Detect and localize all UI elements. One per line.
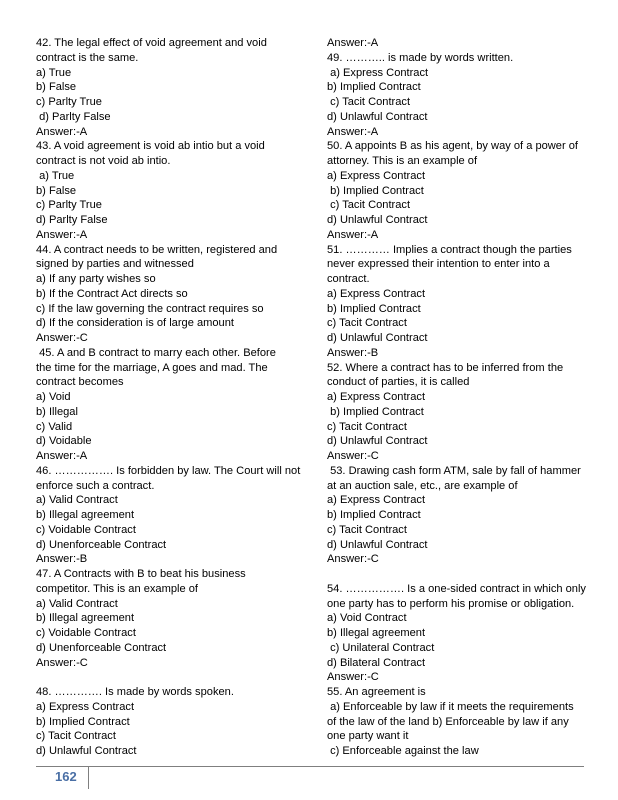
text-line: contract. <box>327 273 370 285</box>
text-line: b) Illegal agreement <box>36 612 135 625</box>
text-line: c) Voidable Contract <box>36 523 136 536</box>
text-line: d) Bilateral Contract <box>327 656 426 669</box>
text-line: a) True <box>36 169 75 182</box>
text-line: Answer:-C <box>327 450 379 462</box>
text-line: b) Implied Contract <box>36 715 130 728</box>
text-line: 42. The legal effect of void agreement and void <box>36 37 267 49</box>
text-line: c) If the law governing the contract requires so <box>36 302 264 315</box>
text-line: 49. ……….. is made by words written. <box>327 51 514 64</box>
text-line: a) Void <box>36 391 71 403</box>
text-line: Answer:-C <box>36 656 88 669</box>
text-line: c) Parlty True <box>36 96 102 108</box>
text-line: one party want it <box>327 730 409 743</box>
text-line: d) Parlty False <box>36 110 111 123</box>
text-line: of the law of the land b) Enforceable by law if any <box>327 715 569 728</box>
text-line: Answer:-A <box>327 37 379 49</box>
text-line: a) Express Contract <box>327 391 426 403</box>
text-line: b) Implied Contract <box>327 405 424 418</box>
text-line: one party has to perform his promise or obligation. <box>327 597 575 610</box>
text-line: d) Unlawful Contract <box>36 745 137 757</box>
text-line: c) Voidable Contract <box>36 627 136 639</box>
text-line: b) Implied Contract <box>327 184 424 197</box>
text-line: a) If any party wishes so <box>36 273 156 285</box>
text-line: attorney. This is an example of <box>327 155 478 167</box>
text-line: contract is not void ab intio. <box>36 155 171 167</box>
page-number-separator <box>88 767 89 789</box>
text-line: c) Tacit Contract <box>327 317 407 330</box>
text-line <box>327 567 589 582</box>
text-line: d) Unlawful Contract <box>327 435 428 448</box>
text-line: Answer:-B <box>327 346 379 359</box>
text-line: 44. A contract needs to be written, registered and <box>36 243 278 256</box>
text-line: a) Void Contract <box>327 612 407 625</box>
text-line: the time for the marriage, A goes and mad. The <box>36 361 268 374</box>
text-line: Answer:-A <box>327 228 379 241</box>
text-line: d) If the consideration is of large amount <box>36 317 234 330</box>
text-line: d) Voidable <box>36 435 92 448</box>
text-line: 46. ……………. Is forbidden by law. The Court will not <box>36 464 301 477</box>
text-line: b) False <box>36 184 77 197</box>
text-line: a) Express Contract <box>327 287 426 300</box>
text-line: c) Tacit Contract <box>36 730 116 743</box>
text-line: enforce such a contract. <box>36 479 155 492</box>
text-line: 55. An agreement is <box>327 686 426 698</box>
text-line: at an auction sale, etc., are example of <box>327 479 518 492</box>
text-line: b) Implied Contract <box>327 81 421 94</box>
text-line: c) Valid <box>36 420 73 433</box>
text-line: b) Illegal <box>36 405 78 418</box>
text-line <box>36 670 304 685</box>
text-line: Answer:-C <box>327 553 379 566</box>
text-line: c) Tacit Contract <box>327 96 411 108</box>
text-line: signed by parties and witnessed <box>36 258 194 271</box>
text-line: Answer:-A <box>36 450 88 462</box>
text-line: 50. A appoints B as his agent, by way of a power of <box>327 140 579 153</box>
text-line: d) Parlty False <box>36 214 108 226</box>
text-line: a) Valid Contract <box>36 597 118 610</box>
text-line: a) Enforceable by law if it meets the requirements <box>327 700 574 713</box>
text-line: b) Implied Contract <box>327 509 421 521</box>
text-line: c) Parlty True <box>36 199 102 212</box>
text-line: 53. Drawing cash form ATM, sale by fall of hammer <box>327 464 581 477</box>
text-line: 54. ……………. Is a one-sided contract in which only <box>327 582 586 595</box>
text-line: d) Unenforceable Contract <box>36 641 167 654</box>
text-line: 47. A Contracts with B to beat his business <box>36 568 246 580</box>
text-line: Answer:-A <box>327 125 379 138</box>
text-line: conduct of parties, it is called <box>327 376 470 389</box>
text-line: a) Valid Contract <box>36 494 118 507</box>
text-line: b) If the Contract Act directs so <box>36 287 188 300</box>
text-line: a) Express Contract <box>36 700 135 713</box>
text-line: 45. A and B contract to marry each other. Before <box>36 346 276 359</box>
text-line: d) Unlawful Contract <box>327 538 428 551</box>
text-line: c) Unilateral Contract <box>327 641 435 654</box>
text-line: contract is the same. <box>36 51 139 64</box>
text-line: c) Tacit Contract <box>327 523 407 536</box>
text-line: Answer:-C <box>36 332 88 344</box>
text-line: d) Unenforceable Contract <box>36 538 167 551</box>
text-line: b) Illegal agreement <box>36 509 135 521</box>
text-line: Answer:-A <box>36 125 88 138</box>
text-line: competitor. This is an example of <box>36 582 198 595</box>
text-line: 43. A void agreement is void ab intio but a void <box>36 140 265 153</box>
left-column <box>36 36 304 759</box>
text-line: d) Unlawful Contract <box>327 214 428 226</box>
text-line: a) Express Contract <box>327 66 429 79</box>
text-line: d) Unlawful Contract <box>327 332 428 344</box>
text-line: 51. ………… Implies a contract though the parties <box>327 243 572 256</box>
text-line: a) True <box>36 66 72 79</box>
text-line: 48. …………. Is made by words spoken. <box>36 686 234 698</box>
text-line: Answer:-A <box>36 228 88 241</box>
footer-rule <box>36 766 584 767</box>
text-line: Answer:-B <box>36 553 88 566</box>
text-line: c) Tacit Contract <box>327 420 407 433</box>
text-line: b) False <box>36 81 77 94</box>
text-line: d) Unlawful Contract <box>327 110 428 123</box>
text-line: a) Express Contract <box>327 494 426 507</box>
text-line: Answer:-C <box>327 671 379 684</box>
right-column <box>327 36 589 759</box>
text-line: 52. Where a contract has to be inferred from the <box>327 361 564 374</box>
text-line: c) Enforceable against the law <box>327 745 479 757</box>
text-line: b) Implied Contract <box>327 302 421 315</box>
text-line: never expressed their intention to enter into a <box>327 258 550 271</box>
page-number: 162 <box>55 769 77 784</box>
text-line: a) Express Contract <box>327 169 426 182</box>
text-line: b) Illegal agreement <box>327 627 426 639</box>
text-line: contract becomes <box>36 376 124 389</box>
text-line: c) Tacit Contract <box>327 199 411 212</box>
